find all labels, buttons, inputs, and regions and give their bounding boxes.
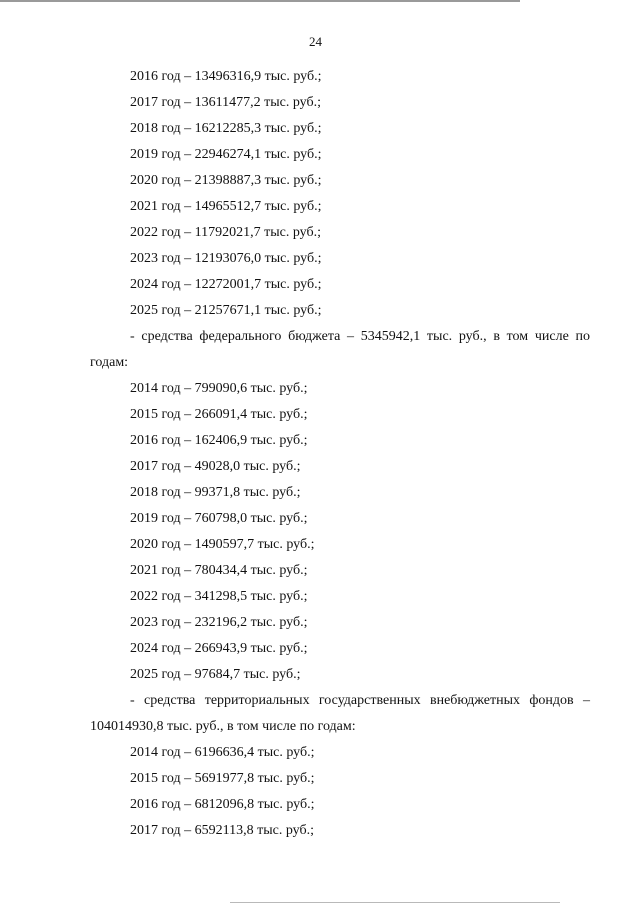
scan-top-edge xyxy=(0,0,520,2)
list-item: 2014 год – 6196636,4 тыс. руб.; xyxy=(130,745,315,760)
list-item: 2022 год – 11792021,7 тыс. руб.; xyxy=(130,225,321,240)
list-item: 2018 год – 99371,8 тыс. руб.; xyxy=(130,485,301,500)
list-item: 2021 год – 780434,4 тыс. руб.; xyxy=(130,563,308,578)
list-item: 2017 год – 13611477,2 тыс. руб.; xyxy=(130,95,321,110)
list-item: 2024 год – 12272001,7 тыс. руб.; xyxy=(130,277,322,292)
list-item: 2014 год – 799090,6 тыс. руб.; xyxy=(130,381,308,396)
list-item: 2016 год – 13496316,9 тыс. руб.; xyxy=(130,69,322,84)
territorial-funds-paragraph: - средства территориальных государственных внебюджетных фондов – xyxy=(130,693,590,708)
list-item: 2020 год – 1490597,7 тыс. руб.; xyxy=(130,537,315,552)
list-item: 2023 год – 12193076,0 тыс. руб.; xyxy=(130,251,322,266)
federal-budget-paragraph: - средства федерального бюджета – 5345942,1 тыс. руб., в том числе по xyxy=(130,329,590,344)
list-item: 2021 год – 14965512,7 тыс. руб.; xyxy=(130,199,322,214)
funding-list-total xyxy=(90,64,590,324)
list-item: 2018 год – 16212285,3 тыс. руб.; xyxy=(130,121,322,136)
scan-bottom-edge xyxy=(230,902,560,903)
federal-budget-paragraph-continuation: годам: xyxy=(90,355,129,370)
list-item: 2020 год – 21398887,3 тыс. руб.; xyxy=(130,173,322,188)
document-body xyxy=(90,64,590,844)
list-item: 2016 год – 6812096,8 тыс. руб.; xyxy=(130,797,315,812)
list-item: 2019 год – 22946274,1 тыс. руб.; xyxy=(130,147,322,162)
list-item: 2025 год – 97684,7 тыс. руб.; xyxy=(130,667,301,682)
list-item: 2017 год – 49028,0 тыс. руб.; xyxy=(130,459,301,474)
page-number: 24 xyxy=(309,34,322,49)
list-item: 2023 год – 232196,2 тыс. руб.; xyxy=(130,615,308,630)
list-item: 2015 год – 266091,4 тыс. руб.; xyxy=(130,407,308,422)
list-item: 2024 год – 266943,9 тыс. руб.; xyxy=(130,641,308,656)
list-item: 2025 год – 21257671,1 тыс. руб.; xyxy=(130,303,322,318)
list-item: 2015 год – 5691977,8 тыс. руб.; xyxy=(130,771,315,786)
list-item: 2019 год – 760798,0 тыс. руб.; xyxy=(130,511,308,526)
territorial-funds-paragraph-continuation: 104014930,8 тыс. руб., в том числе по годам: xyxy=(90,719,356,734)
list-item: 2016 год – 162406,9 тыс. руб.; xyxy=(130,433,308,448)
list-item: 2022 год – 341298,5 тыс. руб.; xyxy=(130,589,308,604)
funding-list-territorial xyxy=(90,740,590,844)
list-item: 2017 год – 6592113,8 тыс. руб.; xyxy=(130,823,314,838)
funding-list-federal xyxy=(90,376,590,688)
